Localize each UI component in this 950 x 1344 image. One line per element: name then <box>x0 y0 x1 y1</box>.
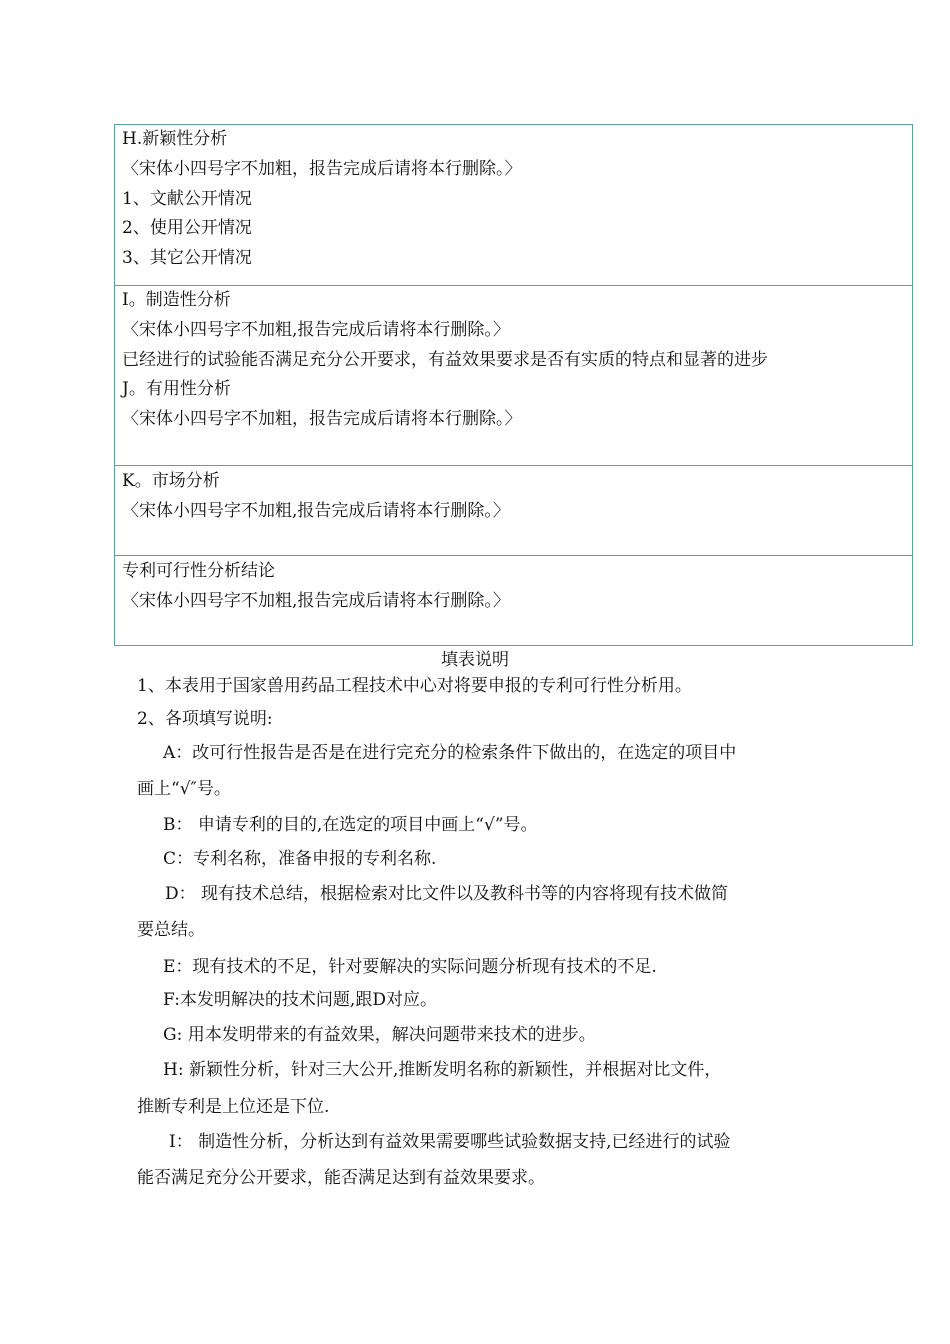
format-note: 〈宋体小四号字不加粗,报告完成后请将本行删除。〉 <box>122 319 510 340</box>
section-title: K。市场分析 <box>122 471 220 491</box>
section-text: 已经进行的试验能否满足充分公开要求，有益效果要求是否有实质的特点和显著的进步 <box>122 349 768 370</box>
instruction-line: 能否满足充分公开要求，能否满足达到有益效果要求。 <box>137 1168 545 1188</box>
form-table <box>114 124 913 646</box>
format-note: 〈宋体小四号字不加粗，报告完成后请将本行删除。〉 <box>122 158 522 179</box>
instruction-line: B： 申请专利的目的,在选定的项目中画上“√”号。 <box>163 815 538 835</box>
list-item: 1、文献公开情况 <box>122 188 252 209</box>
instructions-title: 填表说明 <box>441 650 509 670</box>
section-title: J。有用性分析 <box>122 379 231 400</box>
instruction-line: 2、各项填写说明: <box>137 709 273 729</box>
format-note: 〈宋体小四号字不加粗，报告完成后请将本行删除。〉 <box>122 409 522 430</box>
section-title: 专利可行性分析结论 <box>122 561 275 581</box>
instruction-line: G: 用本发明带来的有益效果，解决问题带来技术的进步。 <box>163 1025 596 1045</box>
instruction-line: 画上“√″号。 <box>137 779 231 799</box>
section-title: H.新颖性分析 <box>122 129 228 149</box>
list-item: 3、其它公开情况 <box>122 248 252 269</box>
section-conclusion <box>115 556 912 645</box>
section-novelty <box>115 125 912 286</box>
instruction-line: I： 制造性分析，分析达到有益效果需要哪些试验数据支持,已经进行的试验 <box>169 1132 731 1152</box>
instruction-line: H: 新颖性分析，针对三大公开,推断发明名称的新颖性，并根据对比文件， <box>163 1060 722 1080</box>
instruction-line: E：现有技术的不足，针对要解决的实际问题分析现有技术的不足. <box>163 957 657 977</box>
instruction-line: 推断专利是上位还是下位. <box>137 1097 330 1117</box>
instruction-line: 要总结。 <box>137 920 205 940</box>
instruction-line: D： 现有技术总结，根据检索对比文件以及教科书等的内容将现有技术做简 <box>165 884 729 904</box>
instruction-line: A：改可行性报告是否是在进行完充分的检索条件下做出的，在选定的项目中 <box>163 743 737 763</box>
section-title: I。制造性分析 <box>122 290 231 310</box>
section-manufacturability <box>115 286 912 466</box>
format-note: 〈宋体小四号字不加粗,报告完成后请将本行删除。〉 <box>122 591 510 611</box>
format-note: 〈宋体小四号字不加粗,报告完成后请将本行删除。〉 <box>122 501 510 521</box>
list-item: 2、使用公开情况 <box>122 218 252 239</box>
section-market <box>115 466 912 556</box>
instruction-line: 1、本表用于国家兽用药品工程技术中心对将要申报的专利可行性分析用。 <box>137 676 692 696</box>
instruction-line: C：专利名称，准备申报的专利名称. <box>163 849 437 869</box>
instruction-line: F:本发明解决的技术问题,跟D对应。 <box>163 990 437 1010</box>
